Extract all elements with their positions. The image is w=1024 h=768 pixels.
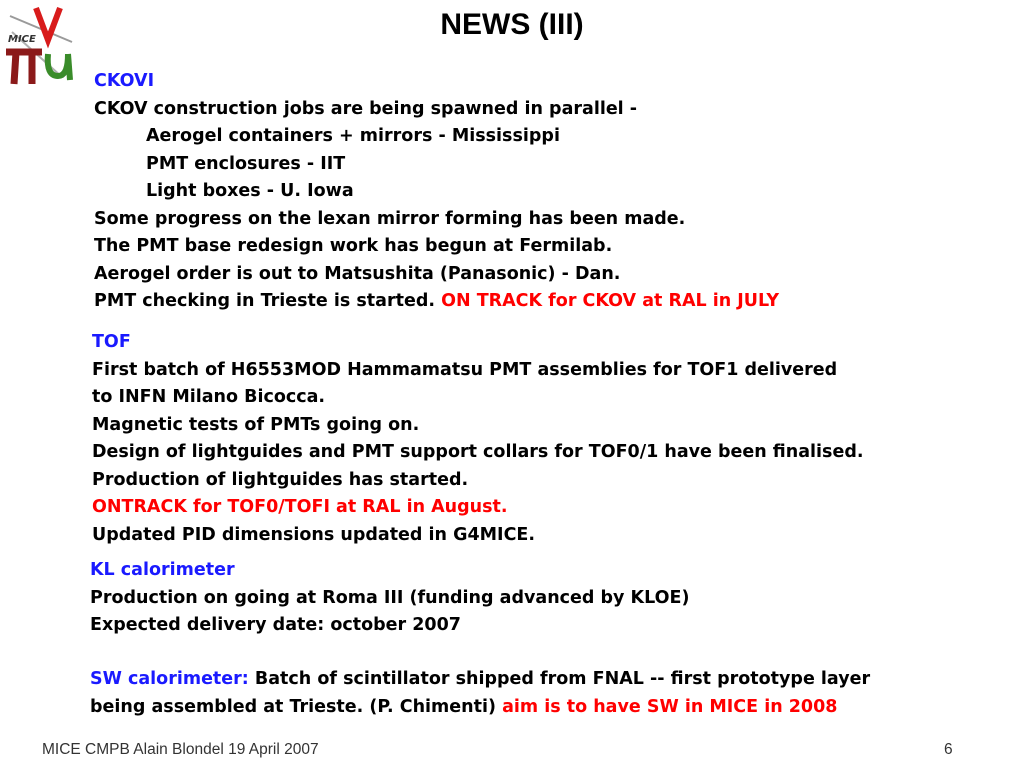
page-title: NEWS (III) [440, 8, 584, 41]
page-number: 6 [944, 741, 953, 758]
sw-line [90, 694, 870, 722]
sw-line [90, 666, 870, 694]
ckov-line: CKOV construction jobs are being spawned in parallel - [94, 98, 638, 119]
sw-section [90, 666, 870, 721]
svg-text:MICE: MICE [8, 34, 36, 45]
ckov-line: The PMT base redesign work has begun at Fermilab. [94, 236, 613, 256]
ckov-line: PMT checking in Trieste is started. [94, 291, 442, 311]
tof-line: Updated PID dimensions updated in G4MICE. [92, 524, 536, 545]
ckov-line: Aerogel order is out to Matsushita (Panasonic) - Dan. [94, 263, 621, 284]
sw-highlight: aim is to have SW in MICE in 2008 [502, 696, 838, 717]
footer-text: MICE CMPB Alain Blondel 19 April 2007 [42, 741, 319, 758]
tof-heading: TOF [92, 332, 131, 352]
tof-highlight: ONTRACK for TOF0/TOFI at RAL in August. [92, 497, 508, 517]
tof-line: Production of lightguides has started. [92, 469, 469, 490]
ckov-section [94, 68, 779, 316]
sw-text: Batch of scintillator shipped from FNAL -- first prototype layer [248, 669, 871, 689]
kl-heading: KL calorimeter [90, 560, 235, 580]
ckov-status-line [94, 288, 779, 316]
tof-line: First batch of H6553MOD Hammamatsu PMT assemblies for TOF1 delivered [92, 359, 838, 380]
ckov-highlight: ON TRACK for CKOV at RAL in JULY [441, 291, 780, 311]
kl-line: Production on going at Roma III (funding advanced by KLOE) [90, 587, 690, 608]
ckov-heading: CKOVI [94, 71, 155, 91]
sw-heading: SW calorimeter: [90, 669, 249, 689]
tof-line: Magnetic tests of PMTs going on. [92, 414, 420, 435]
ckov-line: Aerogel containers + mirrors - Mississippi [146, 126, 560, 146]
kl-section [90, 557, 689, 640]
tof-section [92, 329, 864, 549]
tof-line: to INFN Milano Bicocca. [92, 387, 326, 407]
ckov-line: Light boxes - U. Iowa [146, 181, 354, 201]
tof-line: Design of lightguides and PMT support collars for TOF0/1 have been finalised. [92, 442, 864, 462]
ckov-line: Some progress on the lexan mirror forming has been made. [94, 208, 686, 229]
kl-line: Expected delivery date: october 2007 [90, 615, 461, 635]
sw-text: being assembled at Trieste. (P. Chimenti) [90, 696, 503, 717]
ckov-line: PMT enclosures - IIT [146, 153, 346, 174]
